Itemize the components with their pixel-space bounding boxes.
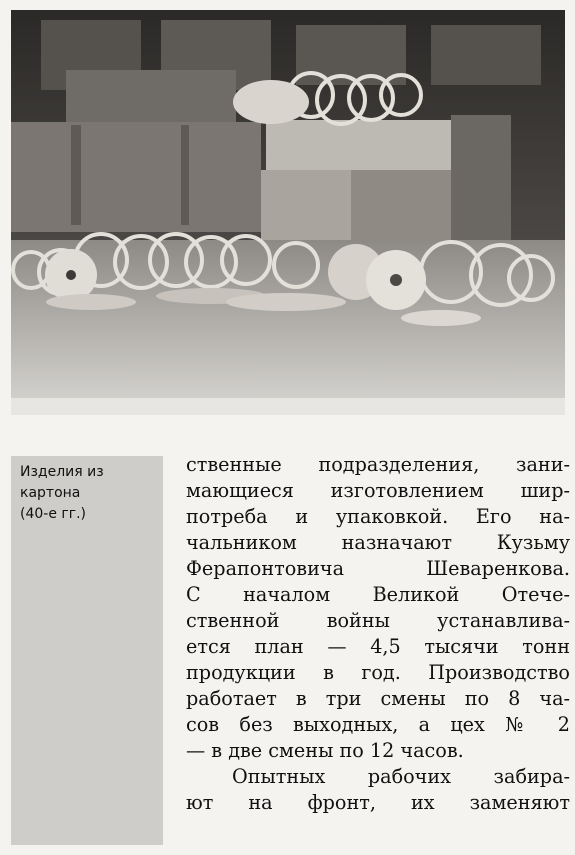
text-line: работает в три смены по 8 ча- <box>186 687 570 710</box>
text-line: Ферапонтовича Шеваренкова. <box>186 557 570 580</box>
caption-line: Изделия из <box>20 464 104 480</box>
text-line: ственные подразделения, зани- <box>186 453 570 476</box>
text-line: сов без выходных, а цех № 2 <box>186 713 570 736</box>
text-line: С началом Великой Отече- <box>186 583 570 606</box>
photo-caption <box>20 462 160 525</box>
caption-line: (40-е гг.) <box>20 506 87 522</box>
text-line: потреба и упаковкой. Его на- <box>186 505 570 528</box>
text-line: Опытных рабочих забира- <box>232 765 570 788</box>
text-line: ется план — 4,5 тысячи тонн <box>186 635 570 658</box>
text-line: ственной войны устанавлива- <box>186 609 570 632</box>
text-line: чальником назначают Кузьму <box>186 531 570 554</box>
photo-image <box>11 10 565 415</box>
text-line: ют на фронт, их заменяют <box>186 791 570 814</box>
archival-photo <box>11 10 565 415</box>
text-line: мающиеся изготовлением шир- <box>186 479 570 502</box>
article-body <box>186 452 570 816</box>
caption-line: картона <box>20 485 81 501</box>
text-line: — в две смены по 12 часов. <box>186 739 464 762</box>
text-line: продукции в год. Производство <box>186 661 570 684</box>
